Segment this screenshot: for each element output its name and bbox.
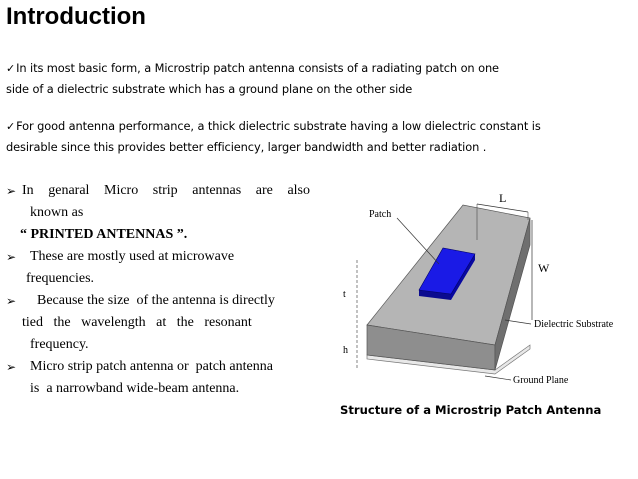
bullet-word: also: [287, 183, 310, 198]
paragraph-text: In its most basic form, a Microstrip patch antenna consists of a radiating patch on one: [16, 61, 499, 75]
label-patch: Patch: [369, 209, 392, 220]
paragraph-line: [6, 116, 632, 137]
arrow-bullet-icon: ➢: [6, 360, 17, 374]
list-item-continued: [6, 334, 316, 356]
checkmark-icon: ✓: [6, 120, 16, 133]
bullet-text-emphasis: “ PRINTED ANTENNAS ”.: [20, 227, 188, 242]
intro-paragraph-2: [6, 116, 632, 158]
bullet-text: [22, 180, 310, 202]
bullet-word: genaral: [48, 183, 90, 198]
label-dielectric-substrate: Dielectric Substrate: [534, 319, 614, 330]
list-item-continued: [6, 378, 316, 400]
arrow-bullet-icon: ➢: [6, 294, 17, 308]
list-item: [6, 246, 316, 268]
bullet-word: Micro: [104, 183, 139, 198]
slide-title: Introduction: [6, 3, 146, 30]
list-item: [6, 356, 316, 378]
paragraph-line: [6, 58, 632, 79]
bullet-text: These are mostly used at microwave: [30, 249, 235, 264]
bullet-text: is a narrowband wide-beam antenna.: [30, 381, 240, 396]
list-item: [6, 180, 316, 202]
label-W: W: [538, 261, 550, 275]
bullet-word: strip: [152, 183, 178, 198]
label-ground-plane: Ground Plane: [513, 375, 569, 386]
label-h: h: [343, 345, 348, 356]
list-item-continued: [6, 224, 316, 246]
bullet-text: frequency.: [30, 337, 89, 352]
paragraph-line: desirable since this provides better efficiency, larger bandwidth and better radiation .: [6, 140, 487, 154]
antenna-diagram: [335, 180, 625, 400]
paragraph-line: side of a dielectric substrate which has a ground plane on the other side: [6, 82, 413, 96]
bullet-text: Because the size of the antenna is directly: [30, 293, 275, 308]
bullet-text: tied the wavelength at the resonant: [22, 315, 252, 330]
label-L: L: [499, 191, 507, 205]
list-item-continued: [6, 202, 316, 224]
antenna-structure-figure: [335, 180, 625, 400]
paragraph-text: For good antenna performance, a thick dielectric substrate having a low dielectric constant is: [16, 119, 541, 133]
arrow-bullet-icon: ➢: [6, 184, 17, 198]
list-item: [6, 290, 316, 312]
bullet-text: frequencies.: [26, 271, 95, 286]
bullet-word: In: [22, 183, 34, 198]
bullet-text: Micro strip patch antenna or patch antenna: [30, 359, 273, 374]
bullet-word: are: [255, 183, 273, 198]
arrow-bullet-icon: ➢: [6, 250, 17, 264]
list-item-continued: [6, 312, 316, 334]
label-t: t: [343, 289, 346, 300]
list-item-continued: [6, 268, 316, 290]
bullet-list: [6, 180, 316, 400]
intro-paragraph-1: [6, 58, 632, 100]
bullet-word: antennas: [192, 183, 242, 198]
figure-caption: Structure of a Microstrip Patch Antenna: [340, 403, 602, 417]
checkmark-icon: ✓: [6, 62, 16, 75]
bullet-text: known as: [30, 205, 84, 220]
